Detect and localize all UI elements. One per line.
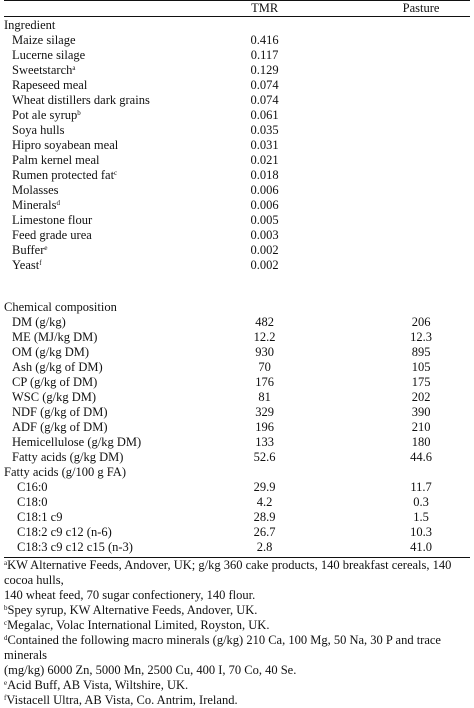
footnote-text: (mg/kg) 6000 Zn, 5000 Mn, 2500 Cu, 400 I, 70 Co, 40 Se. [4, 663, 297, 677]
tmr-value: 0.006 [250, 198, 279, 212]
ingredient-row [4, 33, 470, 48]
fatty-acid-row [4, 510, 470, 525]
row-label-text: C18:2 c9 c12 (n-6) [17, 525, 112, 539]
pasture-value [316, 198, 470, 213]
ingredient-row [4, 123, 470, 138]
footnote-line [4, 618, 470, 633]
spacer-cell [223, 273, 316, 288]
spacer-cell [4, 273, 223, 288]
tmr-value: 26.7 [253, 525, 276, 539]
row-label-text: Rumen protected fat [12, 168, 115, 182]
pasture-value [316, 228, 470, 243]
tmr-value: 482 [255, 315, 274, 329]
spacer-cell [223, 288, 316, 300]
chemical-row [4, 405, 470, 420]
row-label-text: Pot ale syrup [12, 108, 78, 122]
row-label [4, 510, 223, 525]
spacer-cell [316, 273, 470, 288]
section-row [4, 18, 470, 33]
row-label [4, 138, 223, 153]
chemical-row [4, 330, 470, 345]
ingredient-row [4, 183, 470, 198]
chemical-row [4, 375, 470, 390]
footnote-marker: d [4, 634, 8, 642]
tmr-value: 2.8 [256, 540, 273, 554]
row-label-text: Lucerne silage [12, 48, 86, 62]
ingredient-row [4, 63, 470, 78]
footnote-marker: e [4, 679, 8, 687]
row-label [4, 243, 223, 258]
row-label [4, 78, 223, 93]
pasture-value [316, 78, 470, 93]
pasture-value [316, 48, 470, 63]
row-label-text: NDF (g/kg of DM) [12, 405, 108, 419]
row-label-text: C16:0 [17, 480, 48, 494]
footnote-marker: c [114, 169, 118, 177]
tmr-value: 0.061 [250, 108, 279, 122]
pasture-value [316, 153, 470, 168]
pasture-value [316, 123, 470, 138]
spacer-row [4, 288, 470, 300]
pasture-value: 180 [411, 435, 431, 449]
footnote-marker: e [44, 244, 48, 252]
pasture-value [316, 213, 470, 228]
footnote-line [4, 678, 470, 693]
row-label [4, 228, 223, 243]
tmr-value: 12.2 [253, 330, 276, 344]
pasture-value [316, 138, 470, 153]
diet-table-body [4, 18, 470, 555]
tmr-value: 52.6 [253, 450, 276, 464]
tmr-value: 0.416 [250, 33, 279, 47]
footnote-line [4, 588, 470, 603]
ingredient-section-label: Ingredient [4, 18, 56, 32]
tmr-value: 0.074 [250, 93, 279, 107]
row-label [4, 525, 223, 540]
footnote-marker: f [39, 259, 42, 267]
footnote-line [4, 633, 470, 663]
row-label-text: OM (g/kg DM) [12, 345, 90, 359]
spacer-cell [316, 465, 470, 480]
row-label-text: Buffer [12, 243, 45, 257]
row-label [4, 258, 223, 273]
pasture-value [316, 93, 470, 108]
tmr-value: 0.035 [250, 123, 279, 137]
fatty-acid-section-label: Fatty acids (g/100 g FA) [4, 465, 126, 479]
tmr-value: 28.9 [253, 510, 276, 524]
ingredient-row [4, 198, 470, 213]
row-label-text: Limestone flour [12, 213, 93, 227]
ingredient-row [4, 153, 470, 168]
chemical-row [4, 315, 470, 330]
header-tmr: TMR [251, 1, 279, 15]
tmr-value: 0.002 [250, 258, 279, 272]
row-label [4, 390, 223, 405]
row-label [4, 345, 223, 360]
pasture-value [316, 63, 470, 78]
tmr-value: 930 [255, 345, 274, 359]
pasture-value: 44.6 [410, 450, 433, 464]
row-label [4, 435, 223, 450]
row-label [4, 108, 223, 123]
header-pasture: Pasture [402, 1, 440, 15]
spacer-cell [316, 300, 470, 315]
row-label-text: Palm kernel meal [12, 153, 100, 167]
ingredient-row [4, 78, 470, 93]
row-label-text: C18:0 [17, 495, 48, 509]
footnote-marker: a [72, 64, 76, 72]
pasture-value [316, 108, 470, 123]
row-label-text: Yeast [12, 258, 40, 272]
pasture-value: 0.3 [413, 495, 429, 509]
ingredient-row [4, 48, 470, 63]
tmr-value: 4.2 [256, 495, 273, 509]
spacer-cell [316, 288, 470, 300]
row-label-text: C18:1 c9 [17, 510, 63, 524]
tmr-value: 0.002 [250, 243, 279, 257]
row-label-text: Feed grade urea [12, 228, 92, 242]
ingredient-row [4, 93, 470, 108]
ingredient-row [4, 108, 470, 123]
pasture-value: 1.5 [413, 510, 429, 524]
footnote-marker: f [4, 694, 7, 702]
footnote-marker: b [4, 604, 8, 612]
tmr-value: 0.074 [250, 78, 279, 92]
footnote-text: Megalac, Volac International Limited, Royston, UK. [7, 618, 270, 632]
row-label [4, 330, 223, 345]
row-label-text: C18:3 c9 c12 c15 (n-3) [17, 540, 133, 554]
row-label [4, 33, 223, 48]
table-header [4, 1, 470, 16]
tmr-value: 0.006 [250, 183, 279, 197]
row-label [4, 48, 223, 63]
row-label-text: Sweetstarch [12, 63, 73, 77]
row-label [4, 375, 223, 390]
tmr-value: 176 [255, 375, 274, 389]
pasture-value: 206 [411, 315, 431, 329]
row-label-text: WSC (g/kg DM) [12, 390, 97, 404]
chemical-row [4, 360, 470, 375]
row-label-text: Hipro soyabean meal [12, 138, 119, 152]
section-row [4, 300, 470, 315]
footnote-marker: c [4, 619, 8, 627]
row-label [4, 480, 223, 495]
tmr-value: 0.129 [250, 63, 279, 77]
tmr-value: 70 [258, 360, 271, 374]
spacer-row [4, 273, 470, 288]
tmr-value: 0.003 [250, 228, 279, 242]
ingredient-row [4, 213, 470, 228]
tmr-value: 0.117 [250, 48, 279, 62]
row-label-text: CP (g/kg of DM) [12, 375, 98, 389]
row-label [4, 495, 223, 510]
footnote-line [4, 663, 470, 678]
ingredient-row [4, 138, 470, 153]
tmr-value: 196 [255, 420, 274, 434]
spacer-cell [4, 288, 223, 300]
row-label [4, 93, 223, 108]
spacer-cell [223, 300, 316, 315]
fatty-acid-row [4, 540, 470, 555]
row-label [4, 63, 223, 78]
ingredient-row [4, 243, 470, 258]
row-label [4, 315, 223, 330]
row-label-text: Hemicellulose (g/kg DM) [12, 435, 142, 449]
row-label [4, 183, 223, 198]
row-label-text: Wheat distillers dark grains [12, 93, 150, 107]
ingredient-row [4, 168, 470, 183]
footnote-text: Acid Buff, AB Vista, Wiltshire, UK. [7, 678, 189, 692]
footnote-text: Vistacell Ultra, AB Vista, Co. Antrim, Ireland. [6, 693, 238, 707]
pasture-value: 390 [411, 405, 431, 419]
tmr-value: 0.021 [250, 153, 279, 167]
diet-table [4, 18, 470, 555]
pasture-value: 41.0 [410, 540, 433, 554]
row-label-text: DM (g/kg) [12, 315, 66, 329]
pasture-value: 12.3 [410, 330, 433, 344]
row-label [4, 213, 223, 228]
pasture-value [316, 183, 470, 198]
pasture-value: 175 [411, 375, 431, 389]
row-label-text: Molasses [12, 183, 59, 197]
row-label-text: Soya hulls [12, 123, 65, 137]
row-label [4, 198, 223, 213]
row-label [4, 153, 223, 168]
pasture-value [316, 258, 470, 273]
chemical-row [4, 450, 470, 465]
header-label [4, 1, 223, 16]
fatty-acid-row [4, 495, 470, 510]
row-label-text: Rapeseed meal [12, 78, 88, 92]
tmr-value: 0.018 [250, 168, 279, 182]
row-label [4, 450, 223, 465]
row-label [4, 168, 223, 183]
pasture-value [316, 33, 470, 48]
chemical-row [4, 390, 470, 405]
pasture-value [316, 168, 470, 183]
tmr-value: 0.031 [250, 138, 279, 152]
ingredient-row [4, 258, 470, 273]
tmr-value: 0.005 [250, 213, 279, 227]
footnote-line [4, 693, 470, 708]
spacer-cell [223, 465, 316, 480]
row-label [4, 123, 223, 138]
tmr-value: 81 [258, 390, 271, 404]
row-label-text: ME (MJ/kg DM) [12, 330, 98, 344]
chemical-row [4, 435, 470, 450]
row-label [4, 420, 223, 435]
pasture-value [316, 243, 470, 258]
footnote-marker: b [77, 109, 81, 117]
header-rule [4, 16, 470, 17]
footnote-text: Spey syrup, KW Alternative Feeds, Andover, UK. [7, 603, 258, 617]
row-label [4, 405, 223, 420]
pasture-value: 11.7 [410, 480, 432, 494]
footnote-line [4, 603, 470, 618]
tmr-value: 29.9 [253, 480, 276, 494]
footnote-text: Contained the following macro minerals (g/kg) 210 Ca, 100 Mg, 50 Na, 30 P and trace minerals [4, 633, 441, 662]
pasture-value: 202 [411, 390, 431, 404]
tmr-value: 133 [255, 435, 274, 449]
row-label [4, 360, 223, 375]
section-row [4, 465, 470, 480]
row-label [4, 540, 223, 555]
chemical-row [4, 345, 470, 360]
row-label-text: Maize silage [12, 33, 76, 47]
footnote-marker: d [56, 199, 60, 207]
fatty-acid-row [4, 525, 470, 540]
pasture-value: 895 [411, 345, 431, 359]
row-label-text: ADF (g/kg of DM) [12, 420, 108, 434]
footnote-marker: a [4, 559, 8, 567]
pasture-value: 10.3 [410, 525, 433, 539]
footnote-line [4, 558, 470, 588]
ingredient-row [4, 228, 470, 243]
chemical-row [4, 420, 470, 435]
row-label-text: Fatty acids (g/kg DM) [12, 450, 124, 464]
row-label-text: Minerals [12, 198, 57, 212]
footnote-text: KW Alternative Feeds, Andover, UK; g/kg 360 cake products, 140 breakfast cereals, 140 cocoa hulls, [4, 558, 452, 587]
row-label-text: Ash (g/kg of DM) [12, 360, 103, 374]
footnote-text: 140 wheat feed, 70 sugar confectionery, 140 flour. [4, 588, 256, 602]
tmr-value: 329 [255, 405, 274, 419]
footnotes [4, 558, 470, 708]
pasture-value: 105 [411, 360, 431, 374]
pasture-value: 210 [411, 420, 431, 434]
fatty-acid-row [4, 480, 470, 495]
chemical-section-label: Chemical composition [4, 300, 117, 314]
